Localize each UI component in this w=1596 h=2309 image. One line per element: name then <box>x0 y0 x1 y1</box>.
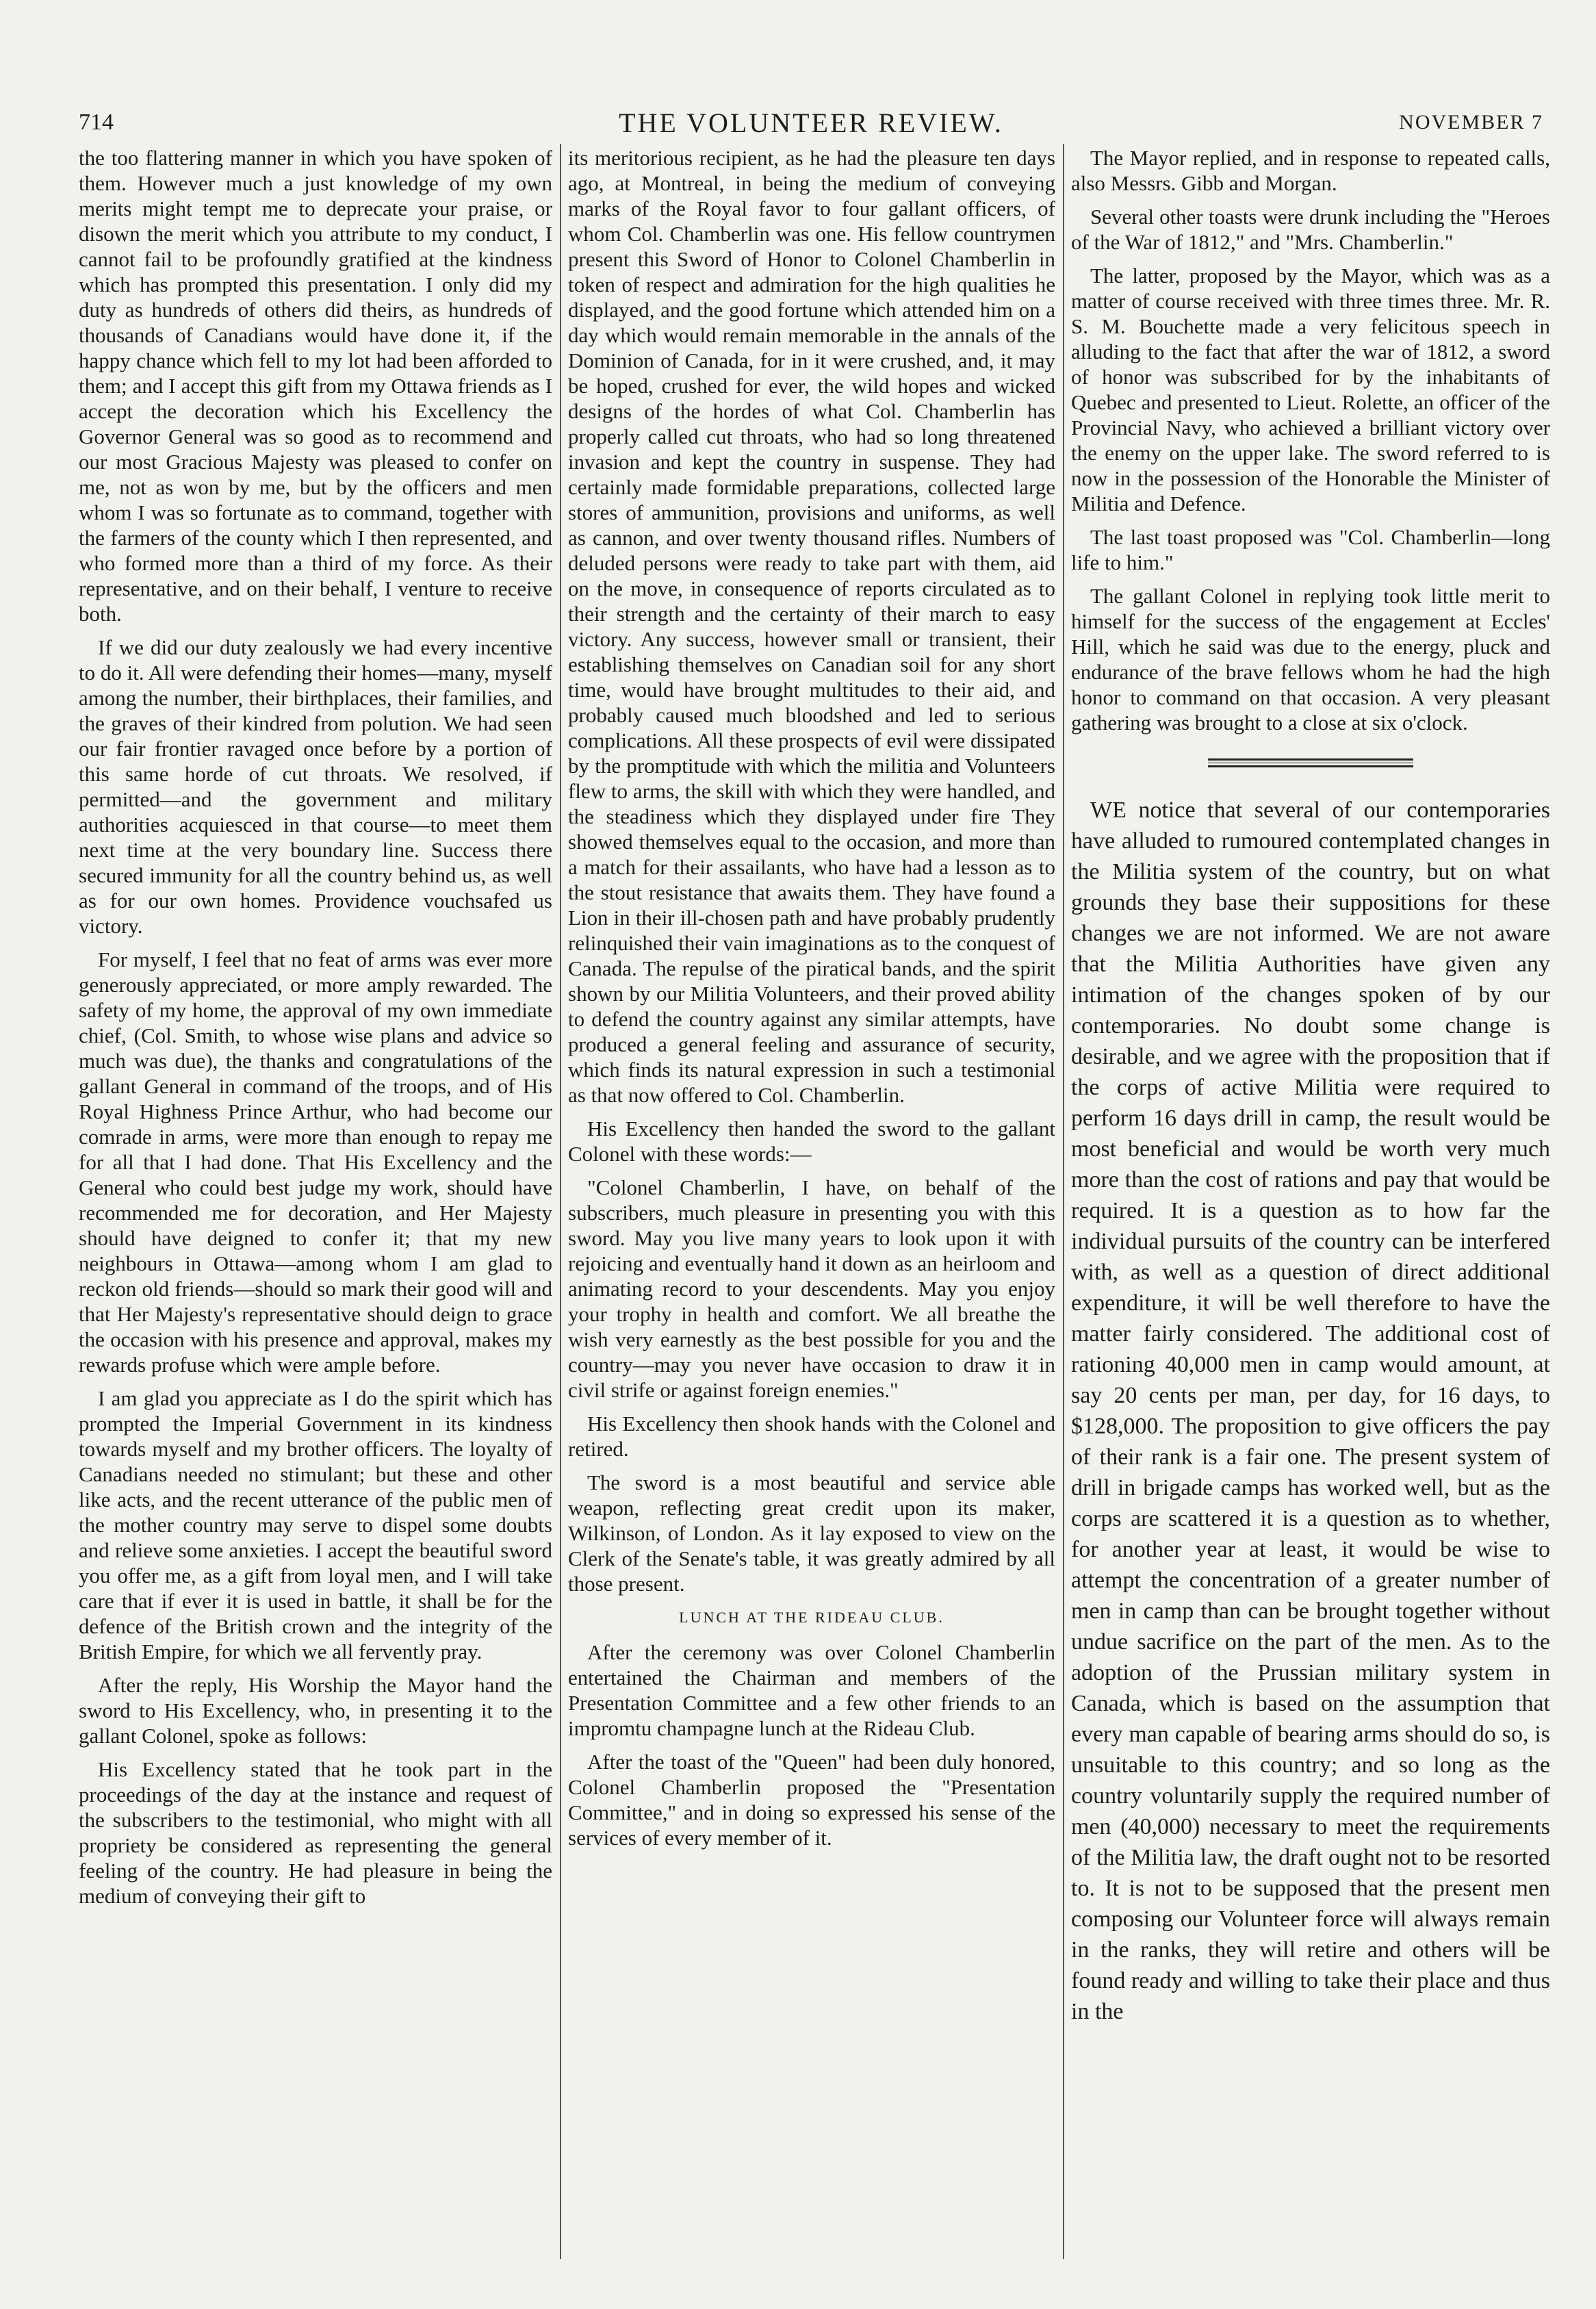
issue-date: NOVEMBER 7 <box>1399 111 1543 133</box>
paragraph: After the reply, His Worship the Mayor hand the sword to His Excellency, who, in presenting it to the gallant Colonel, spoke as follows: <box>79 1673 552 1748</box>
page-number: 714 <box>79 110 114 135</box>
paragraph: The latter, proposed by the Mayor, which was as a matter of course received with three times three. Mr. R. S. M. Bouchette made a very felicitous speech in alluding to the fact that after the war of 1812, a sword of honor was subscribed for by the inhabitants of Quebec and presented to Lieut. Rolette, an officer of the Provincial Navy, who achieved a brilliant victory over the enemy on the upper lake. The sword referred to is now in the possession of the Honorable the Minister of Militia and Defence. <box>1071 264 1550 515</box>
paragraph: its meritorious recipient, as he had the pleasure ten days ago, at Montreal, in being the medium of conveying marks of the Royal favor to four gallant officers, of whom Col. Chamberlin was one. His fellow countrymen present this Sword of Honor to Colonel Chamberlin in token of respect and admiration for the high qualities he displayed, and the good fortune which attended him on a day which would remain memorable in the annals of the Dominion of Canada, for in it were crushed, and, it may be hoped, crushed for ever, the wild hopes and wicked designs of the hordes of what Col. Chamberlin has properly called cut throats, who had so long threatened invasion and kept the country in suspense. They had certainly made formidable preparations, collected large stores of ammunition, provisions and uniforms, as well as cannon, and over twenty thousand rifles. Numbers of deluded persons were ready to take part with them, aid on the move, in consequence of reports circulated as to their strength and the certainty of their march to easy victory. Any success, however small or transient, their establishing themselves on Canadian soil for any short time, would have brought multitudes to their aid, and probably caused much bloodshed and led to serious complications. All these prospects of evil were dissipated by the promptitude with which the militia and Volunteers flew to arms, the skill with which they were handled, and the steadiness which they displayed under fire They showed themselves equal to the occasion, and more than a match for their assailants, who have had a lesson as to the stout resistance that awaits them. They have found a Lion in their ill-chosen path and have probably prudently relinquished their vain imaginations as to the conquest of Canada. The repulse of the piratical bands, and the spirit shown by our Militia Volunteers, and their proved ability to defend the country against any similar attempts, have produced a general feeling and assurance of security, which finds its natural expression in such a testimonial as that now offered to Col. Chamberlin. <box>568 146 1055 1107</box>
editorial-article <box>1071 795 1550 2027</box>
paragraph: After the toast of the "Queen" had been duly honored, Colonel Chamberlin proposed the "Presentation Committee," and in doing so expressed his sense of the services of every member of it. <box>568 1750 1055 1850</box>
paragraph: The last toast proposed was "Col. Chamberlin—long life to him." <box>1071 525 1550 574</box>
paragraph: His Excellency then handed the sword to the gallant Colonel with these words:— <box>568 1117 1055 1166</box>
publication-title: THE VOLUNTEER REVIEW. <box>619 107 1003 138</box>
paragraph: I am glad you appreciate as I do the spirit which has prompted the Imperial Government in its kindness towards myself and my brother officers. The loyalty of Canadians needed no stimulant; but these and other like acts, and the recent utterance of the public men of the mother country may serve to dispel some doubts and relieve some anxieties. I accept the beautiful sword you offer me, as a gift from loyal men, and I will take care that if ever it is used in battle, it shall be for the defence of the British crown and the integrity of the British Empire, for which we all fervently pray. <box>79 1386 552 1663</box>
paragraph: His Excellency then shook hands with the Colonel and retired. <box>568 1412 1055 1461</box>
article-separator <box>1208 758 1413 767</box>
column-2 <box>568 145 1055 2260</box>
paragraph: The Mayor replied, and in response to repeated calls, also Messrs. Gibb and Morgan. <box>1071 146 1550 195</box>
paragraph: The gallant Colonel in replying took little merit to himself for the success of the engagement at Eccles' Hill, which he said was due to the energy, pluck and endurance of the brave fellows whom he had the high honor to command on that occasion. A very pleasant gathering was brought to a close at six o'clock. <box>1071 584 1550 735</box>
paragraph: His Excellency stated that he took part in the proceedings of the day at the instance and request of the subscribers to the testimonial, who might with all propriety be considered as representing the general feeling of the country. He had pleasure in being the medium of conveying their gift to <box>79 1757 552 1908</box>
column-rule <box>560 144 561 2259</box>
paragraph: For myself, I feel that no feat of arms was ever more generously appreciated, or more amply rewarded. The safety of my home, the approval of my own immediate chief, (Col. Smith, to whose wise plans and advice so much was due), the thanks and congratulations of the gallant General in command of the troops, and of His Royal Highness Prince Arthur, who had become our comrade in arms, were more than enough to repay me for all that I had done. That His Excellency and the General who could best judge my work, should have recommended me for decoration, and Her Majesty should have deigned to confer it; that my new neighbours in Ottawa—among whom I am glad to reckon old friends—should so mark their good will and that Her Majesty's representative should deign to grace the occasion with his presence and approval, makes my rewards profuse which were ample before. <box>79 947 552 1377</box>
paragraph: Several other toasts were drunk including the "Heroes of the War of 1812," and "Mrs. Chamberlin." <box>1071 205 1550 254</box>
column-rule <box>1063 144 1064 2259</box>
page-header <box>79 103 1543 144</box>
quoted-address: "Colonel Chamberlin, I have, on behalf of the subscribers, much pleasure in presenting you with this sword. May you live many years to look upon it with rejoicing and eventually hand it down as an heirloom and animating record to your descendents. May you enjoy your trophy in health and comfort. We all breathe the wish very earnestly as the best possible for you and the country—may you never have occasion to draw it in civil strife or against foreign enemies." <box>568 1175 1055 1402</box>
column-3 <box>1071 145 1550 2260</box>
paragraph: the too flattering manner in which you have spoken of them. However much a just knowledge of my own merits might tempt me to deprecate your praise, or disown the merit which you attribute to my conduct, I cannot fail to be profoundly gratified at the kindness which has prompted this presentation. I only did my duty as hundreds of others did theirs, as hundreds of thousands of Canadians would have done it, if the happy chance which fell to my lot had been afforded to them; and I accept this gift from my Ottawa friends as I accept the decoration which his Excellency the Governor General was so good as to recommend and our most Gracious Majesty was pleased to confer on me, not as won by me, but by the officers and men whom I was so fortunate as to command, together with the farmers of the county which I then represented, and who formed more than a third of my force. As their representative, and on their behalf, I venture to receive both. <box>79 146 552 626</box>
section-subheading: LUNCH AT THE RIDEAU CLUB. <box>679 1609 944 1626</box>
paragraph: After the ceremony was over Colonel Chamberlin entertained the Chairman and members of the Presentation Committee and a few other friends to an impromtu champagne lunch at the Rideau Club. <box>568 1640 1055 1740</box>
paragraph: The sword is a most beautiful and service able weapon, reflecting great credit upon its maker, Wilkinson, of London. As it lay exposed to view on the Clerk of the Senate's table, it was greatly admired by all those present. <box>568 1470 1055 1596</box>
paragraph: WE notice that several of our contemporaries have alluded to rumoured contemplated changes in the Militia system of the country, but on what grounds they base their suppositions for these changes we are not informed. We are not aware that the Militia Authorities have given any intimation of the changes spoken of by our contemporaries. No doubt some change is desirable, and we agree with the proposition that if the corps of active Militia were required to perform 16 days drill in camp, the result would be most beneficial and would be worth very much more than the cost of rations and pay that would be required. It is a question as to how far the individual pursuits of the country can be interfered with, as well as a question of direct additional expenditure, it will be well therefore to have the matter fairly considered. The additional cost of rationing 40,000 men in camp would amount, at say 20 cents per man, per day, for 16 days, to $128,000. The proposition to give officers the pay of their rank is a fair one. The present system of drill in brigade camps has worked well, but as the corps are scattered it is a question as to whether, for another year at least, it would be wise to attempt the concentration of a greater number of men in camp than can be brought together without undue sacrifice on the part of the men. As to the adoption of the Prussian military system in Canada, which is based on the assumption that every man capable of bearing arms should do so, is unsuitable to this country; and so long as the country voluntarily supply the required number of men (40,000) necessary to meet the requirements of the Militia law, the draft ought not to be resorted to. It is not to be supposed that the present men composing our Volunteer force will always remain in the ranks, they will retire and others will be found ready and willing to take their place and thus in the <box>1071 798 1550 2024</box>
paragraph: If we did our duty zealously we had every incentive to do it. All were defending their homes—many, myself among the number, their birthplaces, their families, and the graves of their kindred from polution. We had seen our fair frontier ravaged once before by a portion of this same horde of cut throats. We resolved, if permitted—and the government and military authorities acquiesced in that course—to meet them next time at the very boundary line. Success there secured immunity for all the country behind us, as well as for our own homes. Providence vouchsafed us victory. <box>79 635 552 938</box>
column-1 <box>79 145 552 2260</box>
